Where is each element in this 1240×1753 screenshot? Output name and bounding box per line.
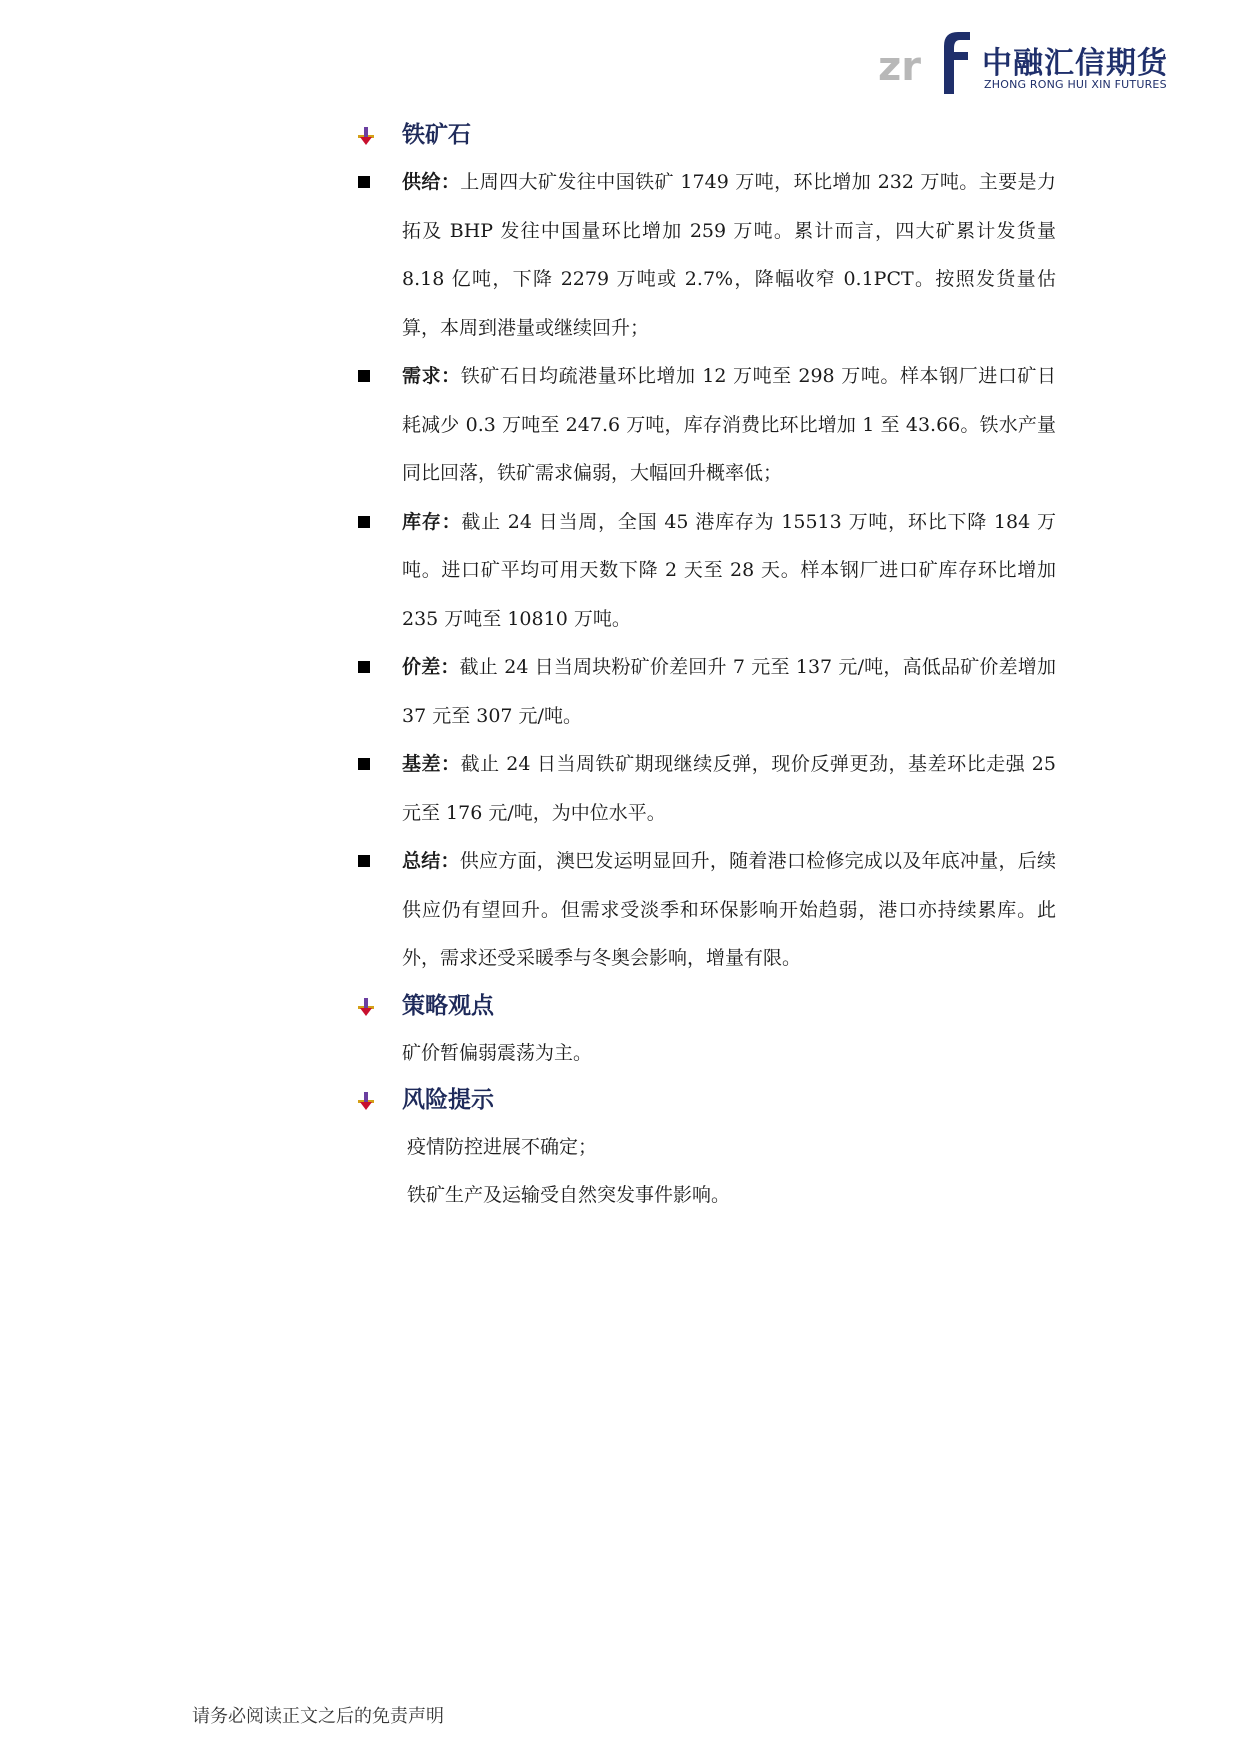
report-body	[356, 112, 1056, 1219]
item-text: 供应方面，澳巴发运明显回升，随着港口检修完成以及年底冲量，后续供应仍有望回升。但需求受淡季和环保影响开始趋弱，港口亦持续累库。此外，需求还受采暖季与冬奥会影响，增量有限。	[402, 850, 1056, 969]
zrf-logo-icon	[878, 28, 978, 94]
section-iron-ore-heading	[356, 112, 1056, 158]
company-logo	[878, 28, 1168, 94]
square-bullet-icon	[358, 516, 370, 528]
item-label: 基差：	[402, 753, 461, 775]
section-title: 铁矿石	[402, 122, 471, 148]
arrow-bullet-icon	[356, 126, 376, 146]
arrow-bullet-icon	[356, 1091, 376, 1111]
list-item-basis	[356, 740, 1056, 837]
item-label: 价差：	[402, 656, 460, 678]
section-risk-heading	[356, 1077, 1056, 1123]
strategy-text: 矿价暂偏弱震荡为主。	[402, 1041, 593, 1064]
list-item-supply	[356, 158, 1056, 352]
list-item-summary	[356, 837, 1056, 983]
list-item-demand	[356, 352, 1056, 498]
square-bullet-icon	[358, 758, 370, 770]
item-label: 供给：	[402, 171, 461, 193]
risk-line: 疫情防控进展不确定；	[407, 1135, 598, 1158]
square-bullet-icon	[358, 661, 370, 673]
square-bullet-icon	[358, 176, 370, 188]
item-text: 上周四大矿发往中国铁矿 1749 万吨，环比增加 232 万吨。主要是力拓及 BHP 发往中国量环比增加 259 万吨。累计而言，四大矿累计发货量 8.18 亿吨，下降 2279 万吨或 2.7%，降幅收窄 0.1PCT。按照发货量估算，本周到港量或继续回升；	[402, 171, 1056, 339]
logo-chinese-name: 中融汇信期货	[982, 46, 1168, 81]
item-text: 截止 24 日当周铁矿期现继续反弹，现价反弹更劲，基差环比走强 25 元至 176 元/吨，为中位水平。	[402, 753, 1056, 824]
item-label: 需求：	[402, 365, 461, 387]
section-title: 风险提示	[402, 1086, 494, 1113]
disclaimer-footer: 请务必阅读正文之后的免责声明	[192, 1706, 444, 1727]
list-item-spread	[356, 643, 1056, 740]
item-label: 总结：	[402, 850, 460, 872]
risk-line: 铁矿生产及运输受自然突发事件影响。	[407, 1183, 731, 1206]
square-bullet-icon	[358, 370, 370, 382]
item-label: 库存：	[402, 510, 462, 533]
section-title: 策略观点	[402, 992, 494, 1019]
logo-english-name: ZHONG RONG HUI XIN FUTURES	[984, 78, 1167, 91]
item-text: 铁矿石日均疏港量环比增加 12 万吨至 298 万吨。样本钢厂进口矿日耗减少 0.3 万吨至 247.6 万吨，库存消费比环比增加 1 至 43.66。铁水产量同比回落，铁矿需求偏弱，大幅回升概率低；	[402, 365, 1056, 484]
item-text: 截止 24 日当周，全国 45 港库存为 15513 万吨，环比下降 184 万吨。进口矿平均可用天数下降 2 天至 28 天。样本钢厂进口矿库存环比增加 235 万吨至 10810 万吨。	[402, 510, 1056, 630]
list-item-inventory	[356, 498, 1056, 644]
section-strategy-heading	[356, 983, 1056, 1029]
svg-text:zr: zr	[878, 44, 922, 90]
square-bullet-icon	[358, 855, 370, 867]
item-text: 截止 24 日当周块粉矿价差回升 7 元至 137 元/吨，高低品矿价差增加 37 元至 307 元/吨。	[402, 656, 1056, 727]
arrow-bullet-icon	[356, 997, 376, 1017]
